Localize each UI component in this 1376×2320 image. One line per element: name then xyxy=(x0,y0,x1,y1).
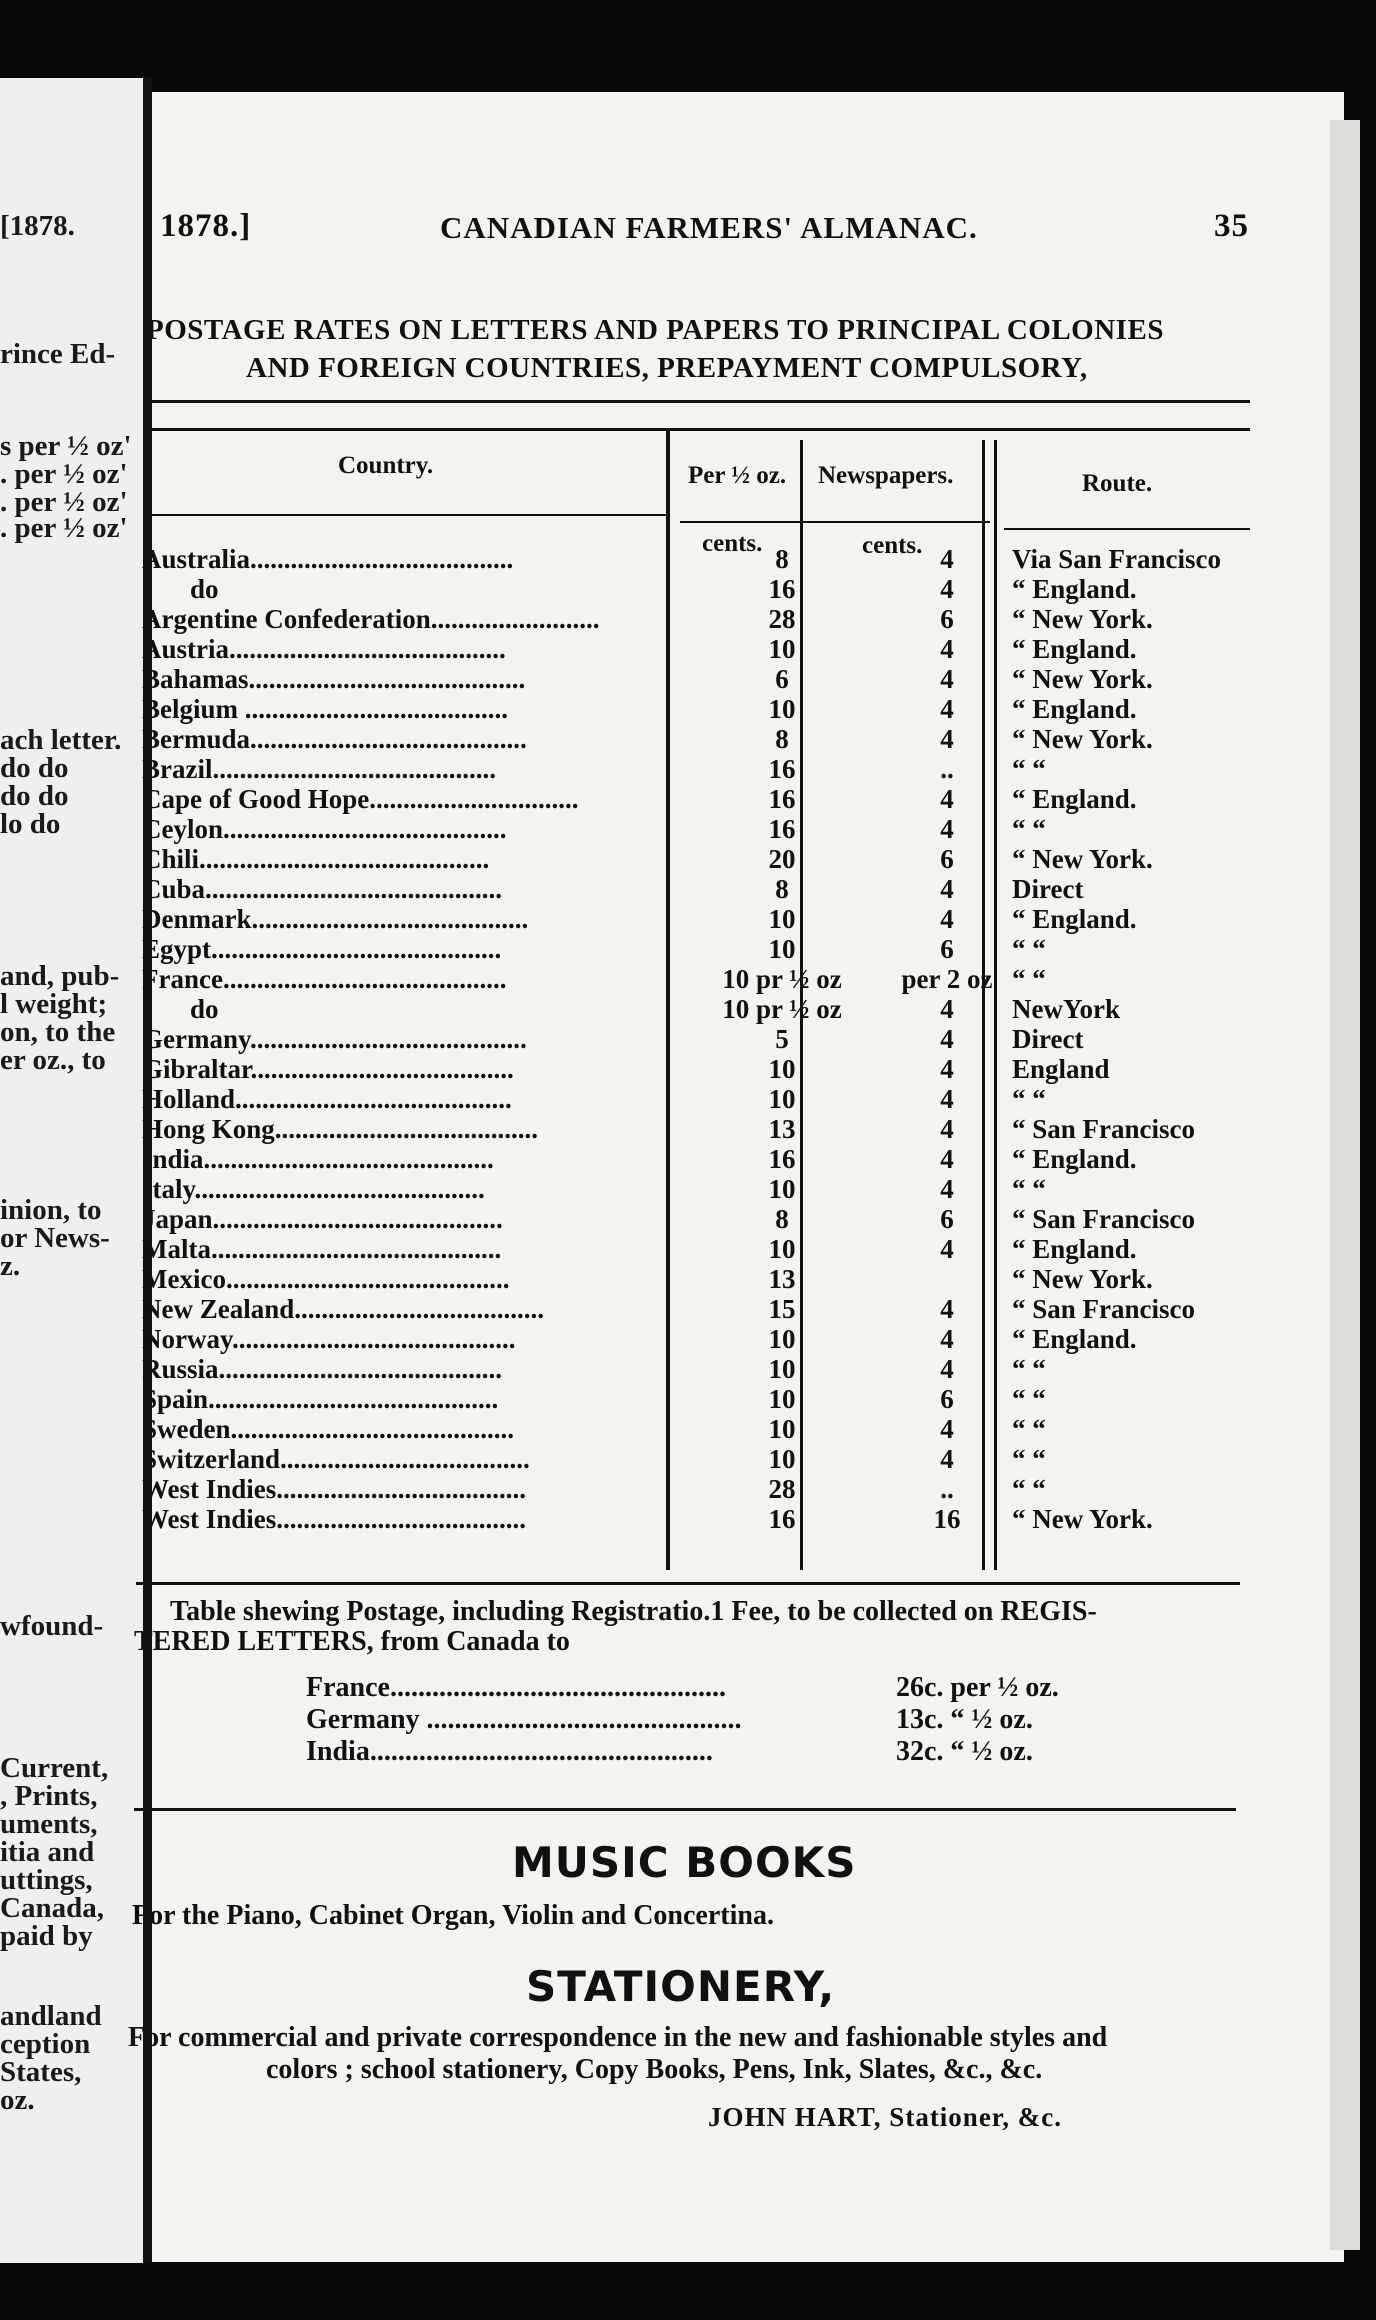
cell-country: West Indies..................................... xyxy=(142,1504,527,1534)
cell-route: Via San Francisco xyxy=(1012,544,1221,574)
left-page-fragment-line: s per ½ oz' xyxy=(0,430,132,462)
cell-per-half-oz: 10 xyxy=(768,634,796,664)
col-header-per-half-oz: Per ½ oz. xyxy=(688,462,787,489)
cell-newspapers: 6 xyxy=(940,844,954,874)
cell-per-half-oz: 28 xyxy=(768,604,796,634)
cell-newspapers: 16 xyxy=(933,1504,961,1534)
left-page-fragment-line: do do xyxy=(0,752,69,784)
cell-country: do xyxy=(190,994,219,1024)
cell-route: “ England. xyxy=(1012,1144,1137,1174)
running-title: CANADIAN FARMERS' ALMANAC. xyxy=(440,210,978,245)
cell-per-half-oz: 5 xyxy=(775,1024,789,1054)
cell-per-half-oz: 10 xyxy=(768,934,796,964)
stationery-line1: For commercial and private correspondence in the new and fashionable styles and xyxy=(128,2022,1108,2053)
cell-route: “ San Francisco xyxy=(1012,1204,1196,1234)
cell-newspapers: 6 xyxy=(940,934,954,964)
cell-per-half-oz: 10 xyxy=(768,1384,796,1414)
col-header-newspapers: Newspapers. xyxy=(818,462,954,489)
cell-per-half-oz: 8 xyxy=(775,544,789,574)
music-books-line: For the Piano, Cabinet Organ, Violin and Concertina. xyxy=(132,1900,774,1931)
cell-newspapers: 4 xyxy=(940,664,954,694)
stationery-line2: colors ; school stationery, Copy Books, Pens, Ink, Slates, &c., &c. xyxy=(266,2054,1043,2085)
cell-per-half-oz: 10 xyxy=(768,694,796,724)
table-row xyxy=(142,844,1262,874)
cell-newspapers: 4 xyxy=(940,724,954,754)
cell-route: “ England. xyxy=(1012,904,1137,934)
cell-country: Argentine Confederation......................... xyxy=(142,604,600,634)
left-page-fragment-line: do do xyxy=(0,780,69,812)
table-row xyxy=(142,604,1262,634)
table-row xyxy=(142,1324,1262,1354)
table-row xyxy=(142,1054,1262,1084)
cell-newspapers: 6 xyxy=(940,604,954,634)
table-row xyxy=(142,754,1262,784)
cell-country: India........................................... xyxy=(142,1144,494,1174)
table-row xyxy=(142,964,1262,994)
cell-route: England xyxy=(1012,1054,1110,1084)
cell-country: Gibraltar....................................... xyxy=(142,1054,514,1084)
registration-bottom-rule xyxy=(134,1808,1236,1811)
table-row xyxy=(142,544,1262,574)
left-page-fragment-line: Current, xyxy=(0,1752,109,1784)
cell-per-half-oz: 10 xyxy=(768,1324,796,1354)
left-page-fragment-line: z. xyxy=(0,1250,21,1282)
music-books-heading: MUSIC BOOKS xyxy=(512,1838,857,1887)
cell-per-half-oz: 10 xyxy=(768,1354,796,1384)
cell-newspapers: 4 xyxy=(940,814,954,844)
cell-route: “ New York. xyxy=(1012,1264,1153,1294)
table-row xyxy=(142,814,1262,844)
cell-country: do xyxy=(190,574,219,604)
cell-country: Italy........................................... xyxy=(142,1174,485,1204)
cell-country: Hong Kong....................................... xyxy=(142,1114,539,1144)
table-row xyxy=(142,904,1262,934)
cell-route: “ England. xyxy=(1012,634,1137,664)
cell-newspapers: 4 xyxy=(940,1324,954,1354)
left-page-fragment-line: or News- xyxy=(0,1222,110,1254)
cell-route: “ “ xyxy=(1012,1384,1046,1414)
cell-newspapers: 4 xyxy=(940,1414,954,1444)
cell-country: Japan........................................... xyxy=(142,1204,503,1234)
cell-per-half-oz: 16 xyxy=(768,574,796,604)
cell-per-half-oz: 16 xyxy=(768,754,796,784)
left-page-fragment-line: Canada, xyxy=(0,1892,104,1924)
table-row xyxy=(142,994,1262,1024)
cell-country: Germany......................................... xyxy=(142,1024,527,1054)
cell-newspapers: 4 xyxy=(940,874,954,904)
left-page-fragment-line: uttings, xyxy=(0,1864,93,1896)
cell-route: Direct xyxy=(1012,1024,1084,1054)
cell-newspapers: .. xyxy=(940,754,954,784)
table-row xyxy=(142,1264,1262,1294)
cell-route: “ England. xyxy=(1012,574,1137,604)
stationery-heading: STATIONERY, xyxy=(526,1962,836,2011)
cell-per-half-oz: 10 xyxy=(768,1174,796,1204)
table-row xyxy=(142,1174,1262,1204)
table-row xyxy=(142,1114,1262,1144)
cell-route: “ “ xyxy=(1012,1474,1046,1504)
cell-per-half-oz: 8 xyxy=(775,724,789,754)
cell-newspapers: 4 xyxy=(940,1144,954,1174)
header-rule-rates xyxy=(680,521,990,523)
cell-country: New Zealand..................................... xyxy=(142,1294,545,1324)
cell-route: “ England. xyxy=(1012,784,1137,814)
cell-per-half-oz: 15 xyxy=(768,1294,796,1324)
cell-per-half-oz: 10 xyxy=(768,1414,796,1444)
facing-page-fragment xyxy=(0,78,148,2263)
cell-newspapers: 4 xyxy=(940,634,954,664)
table-row xyxy=(142,1084,1262,1114)
table-row xyxy=(142,1294,1262,1324)
cell-country: Holland......................................... xyxy=(142,1084,512,1114)
left-page-fragment-line: . per ½ oz' xyxy=(0,486,128,518)
left-page-fragment-line: ach letter. xyxy=(0,724,122,756)
cell-per-half-oz: 10 pr ½ oz xyxy=(722,994,842,1024)
cell-per-half-oz: 10 xyxy=(768,1084,796,1114)
registration-rate: 13c. “ ½ oz. xyxy=(896,1704,1033,1735)
left-page-fragment-line: , Prints, xyxy=(0,1780,98,1812)
col-header-route: Route. xyxy=(1082,470,1153,497)
cell-route: “ New York. xyxy=(1012,604,1153,634)
left-page-fragment-line: States, xyxy=(0,2056,82,2088)
left-page-fragment-line: er oz., to xyxy=(0,1044,106,1076)
cell-route: “ England. xyxy=(1012,694,1137,724)
table-row xyxy=(142,1024,1262,1054)
cell-per-half-oz: 10 xyxy=(768,904,796,934)
cell-per-half-oz: 16 xyxy=(768,1504,796,1534)
registration-rate: 26c. per ½ oz. xyxy=(896,1672,1059,1703)
cell-route: “ “ xyxy=(1012,1174,1046,1204)
cell-per-half-oz: 20 xyxy=(768,844,796,874)
cell-country: Chili........................................... xyxy=(142,844,490,874)
cell-per-half-oz: 28 xyxy=(768,1474,796,1504)
header-rule-route xyxy=(1004,528,1250,530)
cell-country: Austria......................................... xyxy=(142,634,506,664)
cell-route: “ “ xyxy=(1012,1444,1046,1474)
page-number: 35 xyxy=(1214,208,1249,244)
cell-route: “ New York. xyxy=(1012,844,1153,874)
cell-route: “ “ xyxy=(1012,934,1046,964)
cell-country: Belgium ....................................... xyxy=(142,694,509,724)
table-row xyxy=(142,694,1262,724)
cell-route: “ “ xyxy=(1012,1414,1046,1444)
cell-route: “ New York. xyxy=(1012,1504,1153,1534)
cell-route: “ “ xyxy=(1012,1354,1046,1384)
registration-rate: 32c. “ ½ oz. xyxy=(896,1736,1033,1767)
cell-per-half-oz: 10 xyxy=(768,1054,796,1084)
cell-country: Mexico.......................................... xyxy=(142,1264,510,1294)
cell-route: “ San Francisco xyxy=(1012,1114,1196,1144)
cell-route: “ New York. xyxy=(1012,664,1153,694)
cell-newspapers: 4 xyxy=(940,1234,954,1264)
table-row xyxy=(142,1474,1262,1504)
cell-route: “ “ xyxy=(1012,754,1046,784)
table-row xyxy=(142,874,1262,904)
cell-per-half-oz: 10 pr ½ oz xyxy=(722,964,842,994)
left-page-fragment-line: on, to the xyxy=(0,1016,116,1048)
left-header-fragment: [1878. xyxy=(0,210,75,242)
header-year: 1878.] xyxy=(160,208,252,244)
table-row xyxy=(142,1204,1262,1234)
left-page-fragment-line: rince Ed- xyxy=(0,338,116,370)
registration-country: France................................................ xyxy=(306,1672,726,1703)
table-row xyxy=(142,1354,1262,1384)
left-page-fragment-line: paid by xyxy=(0,1920,93,1952)
table-bottom-rule xyxy=(136,1582,1240,1585)
left-page-fragment-line: and, pub- xyxy=(0,960,120,992)
table-row xyxy=(142,574,1262,604)
cell-newspapers: 4 xyxy=(940,1174,954,1204)
cell-route: Direct xyxy=(1012,874,1084,904)
cell-newspapers: 4 xyxy=(940,904,954,934)
cell-newspapers: 4 xyxy=(940,694,954,724)
cell-newspapers: 6 xyxy=(940,1384,954,1414)
advert-signature: JOHN HART, Stationer, &c. xyxy=(708,2102,1063,2132)
left-page-fragment-line: ception xyxy=(0,2028,91,2060)
cell-newspapers: 4 xyxy=(940,1114,954,1144)
cell-country: Ceylon.......................................... xyxy=(142,814,507,844)
cell-newspapers: 4 xyxy=(940,1054,954,1084)
unit-cents-news: cents. xyxy=(862,532,923,559)
cell-country: Cape of Good Hope............................... xyxy=(142,784,579,814)
registration-intro-line2: TERED LETTERS, from Canada to xyxy=(134,1626,570,1657)
cell-per-half-oz: 16 xyxy=(768,814,796,844)
cell-newspapers: 4 xyxy=(940,784,954,814)
col-header-country: Country. xyxy=(338,452,434,479)
cell-route: “ England. xyxy=(1012,1324,1137,1354)
left-page-fragment-line: l weight; xyxy=(0,988,108,1020)
table-row xyxy=(142,934,1262,964)
cell-newspapers: 4 xyxy=(940,994,954,1024)
left-page-fragment-line: uments, xyxy=(0,1808,98,1840)
cell-country: France.......................................... xyxy=(142,964,507,994)
cell-newspapers: 4 xyxy=(940,1294,954,1324)
cell-per-half-oz: 8 xyxy=(775,1204,789,1234)
left-page-fragment-line: andland xyxy=(0,2000,102,2032)
page-edge xyxy=(1330,120,1360,2250)
cell-country: Brazil.......................................... xyxy=(142,754,496,784)
left-page-fragment-line: itia and xyxy=(0,1836,95,1868)
cell-per-half-oz: 13 xyxy=(768,1114,796,1144)
left-page-fragment-line: oz. xyxy=(0,2084,35,2116)
table-title-line1: POSTAGE RATES ON LETTERS AND PAPERS TO PRINCIPAL COLONIES xyxy=(146,314,1164,346)
table-row xyxy=(142,784,1262,814)
cell-newspapers: .. xyxy=(940,1474,954,1504)
cell-country: Malta........................................... xyxy=(142,1234,502,1264)
cell-newspapers: 6 xyxy=(940,1204,954,1234)
cell-newspapers: per 2 oz xyxy=(901,964,993,994)
cell-route: “ San Francisco xyxy=(1012,1294,1196,1324)
cell-per-half-oz: 16 xyxy=(768,784,796,814)
cell-route: “ “ xyxy=(1012,814,1046,844)
cell-country: Sweden.......................................... xyxy=(142,1414,515,1444)
table-row xyxy=(142,1504,1262,1534)
registration-country: India................................................. xyxy=(306,1736,713,1767)
table-row xyxy=(142,1384,1262,1414)
left-page-fragment-line: wfound- xyxy=(0,1610,104,1642)
table-row xyxy=(142,1234,1262,1264)
cell-country: Australia....................................... xyxy=(142,544,514,574)
cell-newspapers: 4 xyxy=(940,1084,954,1114)
cell-per-half-oz: 13 xyxy=(768,1264,796,1294)
cell-newspapers: 4 xyxy=(940,1024,954,1054)
table-row xyxy=(142,1414,1262,1444)
cell-newspapers: 4 xyxy=(940,544,954,574)
left-page-fragment-line: lo do xyxy=(0,808,61,840)
cell-route: “ New York. xyxy=(1012,724,1153,754)
cell-per-half-oz: 8 xyxy=(775,874,789,904)
cell-route: NewYork xyxy=(1012,994,1120,1024)
cell-country: Bahamas......................................... xyxy=(142,664,526,694)
header-rule-country xyxy=(146,514,666,516)
table-row xyxy=(142,664,1262,694)
cell-per-half-oz: 6 xyxy=(775,664,789,694)
cell-country: Cuba............................................ xyxy=(142,874,503,904)
cell-country: Egypt........................................... xyxy=(142,934,502,964)
left-page-fragment-line: . per ½ oz' xyxy=(0,512,128,544)
table-row xyxy=(142,724,1262,754)
cell-newspapers: 4 xyxy=(940,574,954,604)
cell-country: Denmark......................................... xyxy=(142,904,529,934)
table-row xyxy=(142,1144,1262,1174)
cell-country: Russia.......................................... xyxy=(142,1354,503,1384)
left-page-fragment-line: inion, to xyxy=(0,1194,102,1226)
cell-newspapers: 4 xyxy=(940,1354,954,1384)
table-title-line2: AND FOREIGN COUNTRIES, PREPAYMENT COMPULSORY, xyxy=(246,352,1088,384)
cell-per-half-oz: 10 xyxy=(768,1234,796,1264)
registration-intro-line1: Table shewing Postage, including Registratio.1 Fee, to be collected on REGIS- xyxy=(170,1596,1097,1627)
cell-route: “ “ xyxy=(1012,1084,1046,1114)
table-top-rule xyxy=(146,400,1250,403)
cell-route: “ “ xyxy=(1012,964,1046,994)
table-top-rule-2 xyxy=(146,428,1250,431)
cell-newspapers: 4 xyxy=(940,1444,954,1474)
cell-per-half-oz: 10 xyxy=(768,1444,796,1474)
table-row xyxy=(142,1444,1262,1474)
cell-country: West Indies..................................... xyxy=(142,1474,527,1504)
table-row xyxy=(142,634,1262,664)
cell-route: “ England. xyxy=(1012,1234,1137,1264)
unit-cents-per: cents. xyxy=(702,530,763,557)
left-page-fragment-line: . per ½ oz' xyxy=(0,458,128,490)
cell-per-half-oz: 16 xyxy=(768,1144,796,1174)
cell-country: Bermuda......................................... xyxy=(142,724,527,754)
cell-country: Switzerland..................................... xyxy=(142,1444,530,1474)
registration-country: Germany ............................................. xyxy=(306,1704,742,1735)
cell-country: Norway.......................................... xyxy=(142,1324,516,1354)
cell-country: Spain........................................... xyxy=(142,1384,499,1414)
